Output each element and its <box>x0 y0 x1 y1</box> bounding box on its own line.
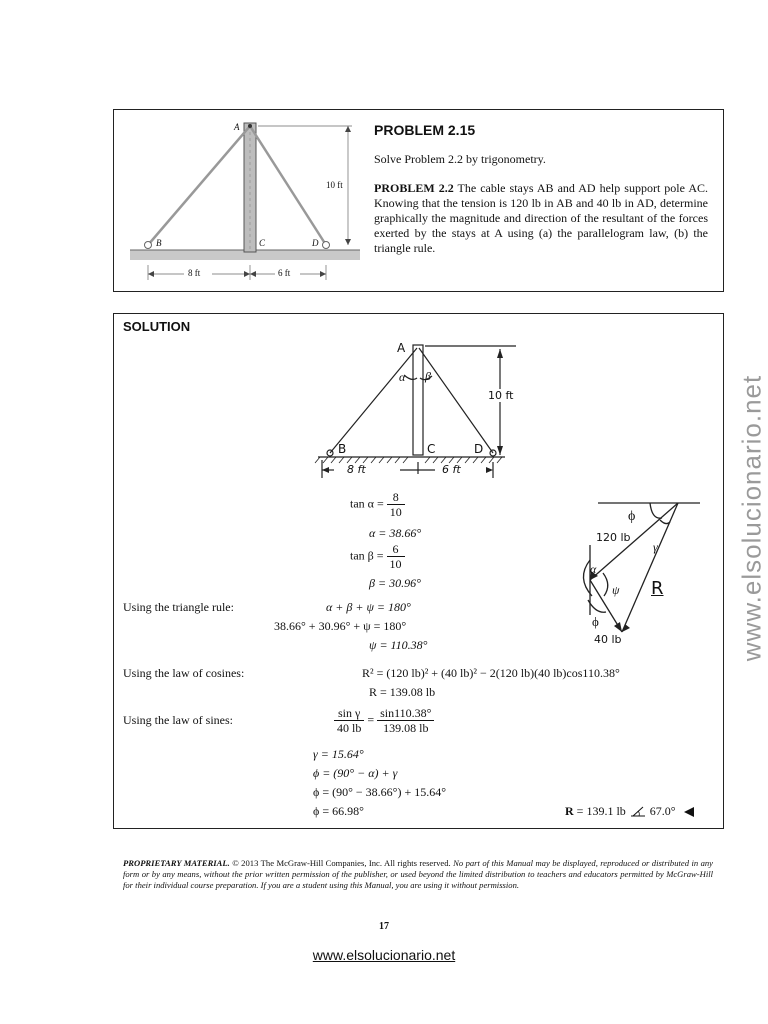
sketch-label-alpha: α <box>399 370 406 384</box>
footer-text1: © 2013 The McGraw-Hill Companies, Inc. All rights reserved. <box>232 858 451 868</box>
phi-eq1: ϕ = (90° − α) + γ <box>313 766 398 780</box>
answer-value: = 139.1 lb <box>576 804 626 818</box>
problem-ref-title: PROBLEM 2.2 <box>374 181 454 195</box>
tan-beta-fraction <box>387 542 405 571</box>
sin-rden: 139.08 lb <box>383 721 429 735</box>
footer-lead: PROPRIETARY MATERIAL. <box>123 858 230 868</box>
fig-label-a: A <box>234 122 240 132</box>
angle-direction-icon <box>629 806 647 818</box>
sketch-dim-right: 6 ft <box>442 463 461 476</box>
sketch-label-beta: β <box>425 369 431 383</box>
end-marker-icon <box>683 806 695 818</box>
tan-alpha-eq <box>350 490 405 519</box>
tri-force-ad: 40 lb <box>594 633 622 646</box>
phi-eq3: ϕ = 66.98° <box>313 804 364 818</box>
tan-beta-eq <box>350 542 405 571</box>
sin-lnum: sin γ <box>334 706 364 721</box>
tri-resultant: R <box>651 578 664 599</box>
alpha-value: α = 38.66° <box>369 526 422 540</box>
sketch-dim-height: 10 ft <box>488 389 514 402</box>
sketch-label-d: D <box>474 442 484 456</box>
tan-alpha-num: 8 <box>387 490 405 505</box>
problem-title: PROBLEM 2.15 <box>374 122 476 138</box>
tri-psi: ψ <box>612 583 620 597</box>
phi-eq2: ϕ = (90° − 38.66°) + 15.64° <box>313 785 447 799</box>
sines-label: Using the law of sines: <box>123 713 233 727</box>
sin-lden: 40 lb <box>337 721 362 735</box>
tan-beta-den: 10 <box>389 557 402 571</box>
sketch-dim-left: 8 ft <box>347 463 366 476</box>
gamma-value: γ = 15.64° <box>313 747 364 761</box>
tri-phi2: ϕ <box>592 614 599 629</box>
tri-phi: ϕ <box>628 509 636 524</box>
website-link[interactable]: www.elsolucionario.net <box>312 947 456 963</box>
fig-label-c: C <box>259 238 266 248</box>
tri-eq1: α + β + ψ = 180° <box>326 600 411 614</box>
cosines-label: Using the law of cosines: <box>123 666 245 680</box>
solution-title: SOLUTION <box>123 319 191 334</box>
tan-beta-lhs: tan β = <box>350 548 384 563</box>
fig-label-b: B <box>156 238 162 248</box>
sines-eq: $\frac{\text{sin γ}}{40 lb}$ = $\frac{\sin 110.38^\circ}{139.08 lb}$ <box>334 706 434 735</box>
answer-r: R <box>565 804 574 818</box>
fig-label-d: D <box>312 238 319 248</box>
sketch-label-c: C <box>427 442 436 456</box>
sines-left-fraction <box>334 706 364 735</box>
sines-right-fraction <box>377 706 434 735</box>
tan-alpha-fraction <box>387 490 405 519</box>
triangle-rule-label: Using the triangle rule: <box>123 600 234 614</box>
fig-dim-height: 10 ft <box>326 180 343 190</box>
cos-eq1: R² = (120 lb)² + (40 lb)² − 2(120 lb)(40 lb)cos110.38° <box>362 666 620 680</box>
tri-gamma: γ <box>653 540 658 554</box>
cos-eq2: R = 139.08 lb <box>369 685 436 699</box>
problem-ref-text: The cable stays AB and AD help support pole AC. Knowing that the tension is 120 lb in AB and 40 lb in AD, determine graphically the magnitude and direction of the resultant of the forces exerted by the stays at A using (a) the parallelogram law, (b) the triangle rule. <box>374 181 708 255</box>
watermark: www.elsolucionario.net <box>736 374 767 662</box>
page-number: 17 <box>379 921 389 932</box>
beta-value: β = 30.96° <box>369 576 421 590</box>
answer-angle: 67.0° <box>649 804 676 818</box>
sketch-label-b: B <box>338 442 347 456</box>
tri-force-ab: 120 lb <box>596 531 631 544</box>
fig-dim-right: 6 ft <box>278 268 291 278</box>
sketch-label-a: A <box>397 341 406 355</box>
tan-alpha-den: 10 <box>389 505 402 519</box>
tri-eq3: ψ = 110.38° <box>369 638 428 652</box>
tan-alpha-lhs: tan α = <box>350 496 384 511</box>
final-answer <box>565 804 695 819</box>
tan-beta-num: 6 <box>387 542 405 557</box>
copyright-notice <box>123 858 713 891</box>
problem-instruction: Solve Problem 2.2 by trigonometry. <box>374 152 546 166</box>
fig-dim-left: 8 ft <box>188 268 201 278</box>
tri-alpha: α <box>590 562 597 576</box>
tri-eq2: 38.66° + 30.96° + ψ = 180° <box>274 619 407 633</box>
sin-rnum: sin110.38° <box>377 706 434 721</box>
footer-text2: No part of this Manual may be displayed, reproduced or distributed in any form or by any means, without the prior written permission of the publisher, or used beyond the limited distribution to teachers and educators permitted by McGraw-Hill for their individual course preparation. If you are a student using this Manual, you are using it without permission. <box>123 858 713 890</box>
